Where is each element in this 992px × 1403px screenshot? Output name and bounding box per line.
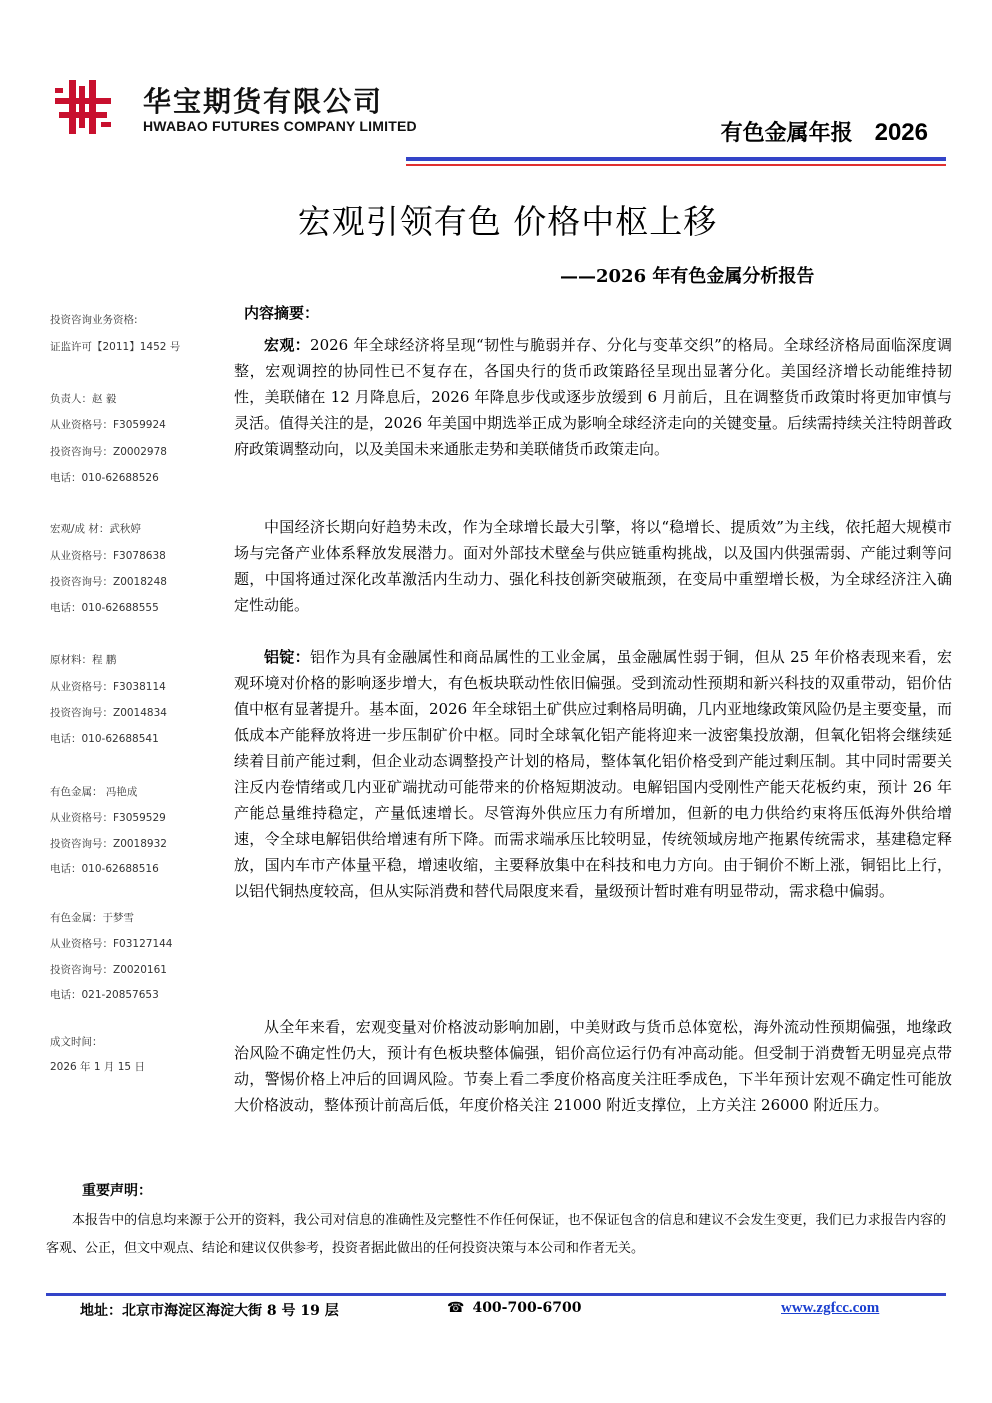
summary-paragraph-aluminium <box>234 644 952 904</box>
telephone-icon: ☎ <box>447 1300 465 1316</box>
sidebar-line: 宏观/成 材：武秋婷 <box>50 523 141 535</box>
sidebar-line: 投资咨询号：Z0002978 <box>50 446 167 458</box>
paragraph-text: 铝作为具有金融属性和商品属性的工业金属，虽金融属性弱于铜，但从 25 年价格表现来看，宏观环境对价格的影响逐步增大，有色板块联动性依旧偏强。受到流动性预期和新兴科技的双重带动，铝价估值中枢有显著提升。基本面，2026 年全球铝土矿供应过剩格局明确，几内亚地缘政策风险仍是主要变量，而低成本产能释放将进一步压制矿价中枢。同时全球氧化铝产能将迎来一波密集投放潮，但氧化铝将会继续延续着目前产能过剩，但企业动态调整投产计划的格局，整体氧化铝价格受到产能过剩压制。其中同时需要关注反内卷情绪或几内亚矿端扰动可能带来的价格短期波动。电解铝国内受刚性产能天花板约束，预计 26 年产能总量维持稳定，产量低速增长。尽管海外供应压力有所增加，但新的电力供给约束将压低海外供给增速，令全球电解铝供给增速有所下降。而需求端承压比较明显，传统领域房地产拖累传统需求，基建稳定释放，国内车市产体量平稳，增速收缩，主要释放集中在科技和电力方向。由于铜价不断上涨，铜铝比上行，以铝代铜热度较高，但从实际消费和替代局限度来看，量级预计暂时难有明显带动，需求稳中偏弱。 <box>234 648 952 900</box>
sidebar-line: 从业资格号：F3059529 <box>50 812 166 824</box>
header-rule-blue <box>406 157 946 161</box>
footer-address: 地址：北京市海淀区海淀大街 8 号 19 层 <box>80 1303 339 1319</box>
paragraph-lead: 铝锭： <box>264 648 310 666</box>
paragraph-text: 从全年来看，宏观变量对价格波动影响加剧，中美财政与货币总体宽松，海外流动性预期偏强，地缘政治风险不确定性仍大，预计有色板块整体偏强，铝价高位运行仍有冲高动能。但受制于消费暂无明显亮点带动，警惕价格上冲后的回调风险。节奏上看二季度价格高度关注旺季成色，下半年预计宏观不确定性可能放大价格波动，整体预计前高后低，年度价格关注 21000 附近支撑位，上方关注 26000 附近压力。 <box>234 1018 952 1114</box>
report-type-label <box>721 116 928 147</box>
sidebar-line: 电话：010-62688541 <box>50 733 159 745</box>
sidebar-line: 电话：010-62688516 <box>50 863 159 875</box>
sidebar-line: 从业资格号：F03127144 <box>50 938 173 950</box>
footer-rule <box>46 1293 946 1296</box>
sidebar-line: 投资咨询业务资格: <box>50 314 138 326</box>
summary-heading: 内容摘要： <box>244 304 320 322</box>
sidebar-line: 从业资格号：F3059924 <box>50 419 166 431</box>
paragraph-lead: 宏观： <box>264 336 311 354</box>
sidebar-line: 从业资格号：F3078638 <box>50 550 166 562</box>
paragraph-text: 2026 年全球经济将呈现“韧性与脆弱并存、分化与变革交织”的格局。全球经济格局面临深度调整，宏观调控的协同性已不复存在，各国央行的货币政策路径呈现出显著分化。美国经济增长动能维持韧性，美联储在 12 月降息后，2026 年降息步伐或逐步放缓到 6 月前后，且在调整货币政策时将更加审慎与灵活。值得关注的是，2026 年美国中期选举正成为影响全球经济走向的关键变量。后续需持续关注特朗普政府政策调整动向，以及美国未来通胀走势和美联储货币政策走向。 <box>234 336 952 458</box>
phone-number: 400-700-6700 <box>472 1300 582 1316</box>
summary-paragraph-outlook <box>234 1014 952 1118</box>
sidebar-line: 投资咨询号：Z0018248 <box>50 576 167 588</box>
sidebar-line: 从业资格号：F3038114 <box>50 681 166 693</box>
paragraph-text: 中国经济长期向好趋势未改，作为全球增长最大引擎，将以“稳增长、提质效”为主线，依托超大规模市场与完备产业体系释放发展潜力。面对外部技术壁垒与供应链重构挑战，以及国内供强需弱、产能过剩等问题，中国将通过深化改革激活内生动力、强化科技创新突破瓶颈，在变局中重塑增长极，为全球经济注入确定性动能。 <box>234 518 952 614</box>
report-title: 宏观引领有色 价格中枢上移 <box>297 202 718 241</box>
sidebar-line: 有色金属：于梦雪 <box>50 912 134 924</box>
sidebar-line: 投资咨询号：Z0018932 <box>50 838 167 850</box>
report-year: 2026 <box>874 119 928 146</box>
sidebar-line: 2026 年 1 月 15 日 <box>50 1061 145 1073</box>
report-type-text: 有色金属年报 <box>720 121 853 146</box>
sidebar-line: 电话：010-62688526 <box>50 472 159 484</box>
website-link[interactable]: www.zgfcc.com <box>781 1300 880 1316</box>
sidebar-line: 负责人：赵 毅 <box>50 393 117 405</box>
disclaimer-heading: 重要声明： <box>82 1183 152 1199</box>
summary-paragraph-macro <box>234 332 952 462</box>
header-rule-red <box>406 164 946 166</box>
summary-paragraph-china <box>234 514 952 618</box>
company-name-cn: 华宝期货有限公司 <box>143 85 384 118</box>
footer-phone <box>447 1300 582 1316</box>
company-name-en: HWABAO FUTURES COMPANY LIMITED <box>143 118 417 134</box>
sidebar-line: 证监许可【2011】1452 号 <box>50 341 181 353</box>
sidebar-line: 有色金属： 冯艳成 <box>50 786 138 798</box>
sidebar-line: 电话：021-20857653 <box>50 989 159 1001</box>
hwabao-logo-icon <box>55 78 111 136</box>
sidebar-line: 投资咨询号：Z0020161 <box>50 964 167 976</box>
report-subtitle: ——2026 年有色金属分析报告 <box>560 266 815 287</box>
sidebar-line: 电话：010-62688555 <box>50 602 159 614</box>
sidebar-line: 投资咨询号：Z0014834 <box>50 707 167 719</box>
sidebar-line: 原材料：程 鹏 <box>50 654 117 666</box>
disclaimer-text: 本报告中的信息均来源于公开的资料，我公司对信息的准确性及完整性不作任何保证，也不保证包含的信息和建议不会发生变更，我们已力求报告内容的客观、公正，但文中观点、结论和建议仅供参考，投资者据此做出的任何投资决策与本公司和作者无关。 <box>46 1213 946 1256</box>
sidebar-line: 成文时间： <box>50 1036 103 1048</box>
